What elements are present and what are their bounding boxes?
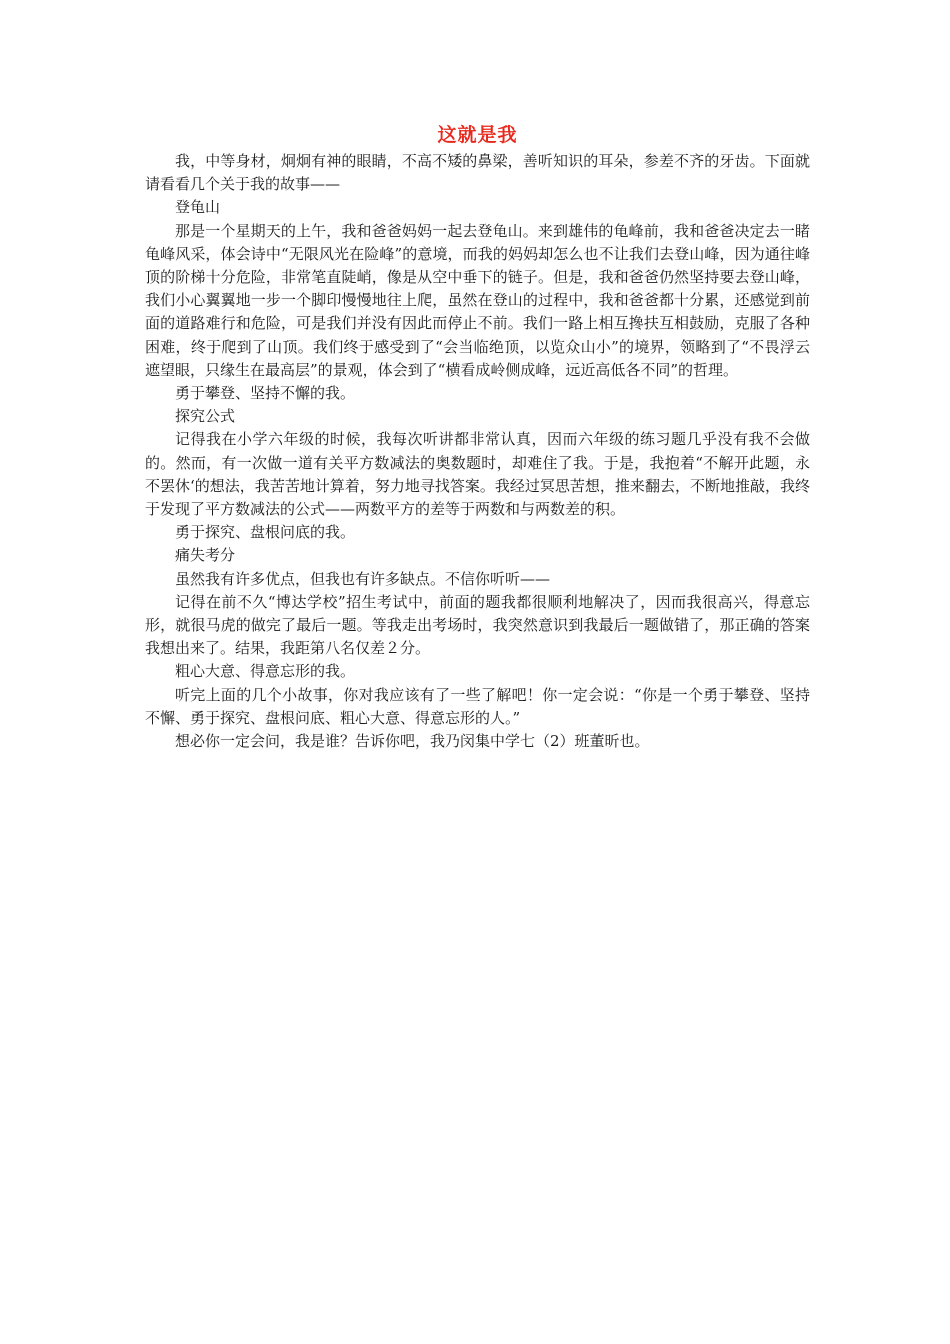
conclusion-paragraph: 听完上面的几个小故事，你对我应该有了一些了解吧！你一定会说：“你是一个勇于攀登、坚持不懈、勇于探究、盘根问底、粗心大意、得意忘形的人。” — [145, 685, 810, 727]
document-page — [145, 120, 810, 753]
climbing-story-paragraph: 那是一个星期天的上午，我和爸爸妈妈一起去登龟山。来到雄伟的龟峰前，我和爸爸决定去一睹龟峰风采，体会诗中“无限风光在险峰”的意境，而我的妈妈却怎么也不让我们去登山峰，因为通往峰顶的阶梯十分危险，非常笔直陡峭，像是从空中垂下的链子。但是，我和爸爸仍然坚持要去登山峰，我们小心翼翼地一步一个脚印慢慢地往上爬，虽然在登山的过程中，我和爸爸都十分累，还感觉到前面的道路难行和危险，可是我们并没有因此而停止不前。我们一路上相互搀扶互相鼓励，克服了各种困难，终于爬到了山顶。我们终于感受到了“会当临绝顶，以览众山小”的境界，领略到了“不畏浮云遮望眼，只缘生在最高层”的景观，体会到了“横看成岭侧成峰，远近高低各不同”的哲理。 — [145, 221, 810, 379]
climbing-summary: 勇于攀登、坚持不懈的我。 — [175, 384, 356, 403]
section-heading-formula: 探究公式 — [175, 407, 236, 426]
intro-paragraph: 我，中等身材，炯炯有神的眼睛，不高不矮的鼻梁，善听知识的耳朵，参差不齐的牙齿。下面就请看看几个关于我的故事—— — [145, 152, 810, 194]
exam-summary: 粗心大意、得意忘形的我。 — [175, 662, 356, 681]
formula-story-paragraph: 记得我在小学六年级的时候，我每次听讲都非常认真，因而六年级的练习题几乎没有我不会做的。然而，有一次做一道有关平方数减法的奥数题时，却难住了我。于是，我抱着“不解开此题，永不罢休‘的想法，我苦苦地计算着，努力地寻找答案。我经过冥思苦想，推来翻去，不断地推敲，我终于发现了平方数减法的公式——两数平方的差等于两数和与两数差的积。 — [145, 430, 810, 519]
formula-summary: 勇于探究、盘根问底的我。 — [175, 523, 356, 542]
closing-paragraph: 想必你一定会问，我是谁？告诉你吧，我乃闵集中学七（2）班董昕也。 — [175, 732, 650, 751]
section-heading-climbing: 登龟山 — [175, 198, 221, 217]
exam-story-paragraph: 记得在前不久“博达学校”招生考试中，前面的题我都很顺利地解决了，因而我很高兴，得意忘形，就很马虎的做完了最后一题。等我走出考场时，我突然意识到我最后一题做错了，那正确的答案我想出来了。结果，我距第八名仅差２分。 — [145, 592, 810, 658]
document-title: 这就是我 — [437, 124, 518, 146]
exam-intro-paragraph: 虽然我有许多优点，但我也有许多缺点。不信你听听—— — [175, 569, 551, 588]
section-heading-exam: 痛失考分 — [175, 546, 236, 565]
